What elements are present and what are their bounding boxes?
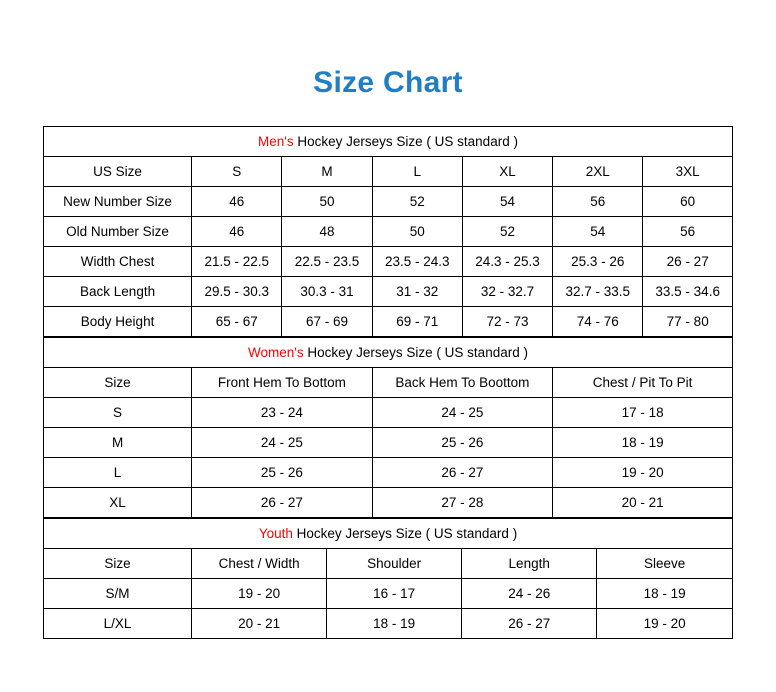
mens-header-rest: Hockey Jerseys Size ( US standard ) xyxy=(293,134,518,149)
page-title: Size Chart xyxy=(313,66,463,99)
mens-row-4-label: Body Height xyxy=(44,307,192,337)
womens-row-1-val-2: 18 - 19 xyxy=(553,428,733,458)
womens-col-2: Back Hem To Boottom xyxy=(372,368,553,398)
mens-row-3-val-0: 29.5 - 30.3 xyxy=(192,277,282,307)
mens-row-2-val-3: 24.3 - 25.3 xyxy=(462,247,552,277)
womens-row-1-val-1: 25 - 26 xyxy=(372,428,553,458)
table-row xyxy=(44,458,733,488)
mens-size-table xyxy=(43,126,733,337)
mens-row-1-val-2: 50 xyxy=(372,217,462,247)
mens-column-headers xyxy=(44,157,733,187)
mens-row-3-val-3: 32 - 32.7 xyxy=(462,277,552,307)
mens-row-0-val-5: 60 xyxy=(643,187,733,217)
youth-row-0-label: S/M xyxy=(44,579,192,609)
mens-row-2-val-0: 21.5 - 22.5 xyxy=(192,247,282,277)
table-row xyxy=(44,398,733,428)
mens-col-5: 2XL xyxy=(553,157,643,187)
mens-row-2-label: Width Chest xyxy=(44,247,192,277)
mens-header-cell xyxy=(44,127,733,157)
womens-col-0: Size xyxy=(44,368,192,398)
youth-row-0-val-3: 18 - 19 xyxy=(597,579,733,609)
womens-size-table xyxy=(43,337,733,518)
womens-row-0-val-1: 24 - 25 xyxy=(372,398,553,428)
mens-row-1-val-3: 52 xyxy=(462,217,552,247)
youth-row-1-val-2: 26 - 27 xyxy=(462,609,597,639)
table-row xyxy=(44,488,733,518)
mens-row-1-label: Old Number Size xyxy=(44,217,192,247)
youth-col-0: Size xyxy=(44,549,192,579)
mens-row-0-val-4: 56 xyxy=(553,187,643,217)
mens-row-4-val-2: 69 - 71 xyxy=(372,307,462,337)
youth-header-accent: Youth xyxy=(258,526,293,541)
youth-row-0-val-0: 19 - 20 xyxy=(192,579,327,609)
womens-row-1-val-0: 24 - 25 xyxy=(192,428,373,458)
mens-row-3-val-2: 31 - 32 xyxy=(372,277,462,307)
mens-row-2-val-4: 25.3 - 26 xyxy=(553,247,643,277)
mens-col-3: L xyxy=(372,157,462,187)
mens-col-6: 3XL xyxy=(643,157,733,187)
youth-col-2: Shoulder xyxy=(327,549,462,579)
table-row xyxy=(44,217,733,247)
youth-section-header xyxy=(44,519,733,549)
womens-row-2-label: L xyxy=(44,458,192,488)
youth-row-1-val-1: 18 - 19 xyxy=(327,609,462,639)
youth-row-1-label: L/XL xyxy=(44,609,192,639)
youth-header-rest: Hockey Jerseys Size ( US standard ) xyxy=(292,526,518,541)
womens-row-1-label: M xyxy=(44,428,192,458)
womens-col-3: Chest / Pit To Pit xyxy=(553,368,733,398)
womens-column-headers xyxy=(44,368,733,398)
youth-row-0-val-2: 24 - 26 xyxy=(462,579,597,609)
womens-header-rest: Hockey Jerseys Size ( US standard ) xyxy=(303,345,528,360)
mens-col-2: M xyxy=(282,157,372,187)
mens-row-4-val-5: 77 - 80 xyxy=(643,307,733,337)
youth-col-1: Chest / Width xyxy=(192,549,327,579)
womens-col-1: Front Hem To Bottom xyxy=(192,368,373,398)
womens-header-cell xyxy=(44,338,733,368)
mens-row-0-val-2: 52 xyxy=(372,187,462,217)
table-row xyxy=(44,277,733,307)
womens-row-3-label: XL xyxy=(44,488,192,518)
mens-row-1-val-0: 46 xyxy=(192,217,282,247)
mens-row-2-val-5: 26 - 27 xyxy=(643,247,733,277)
table-row xyxy=(44,579,733,609)
mens-row-0-val-0: 46 xyxy=(192,187,282,217)
mens-row-1-val-5: 56 xyxy=(643,217,733,247)
mens-row-4-val-0: 65 - 67 xyxy=(192,307,282,337)
womens-row-0-val-0: 23 - 24 xyxy=(192,398,373,428)
womens-row-3-val-0: 26 - 27 xyxy=(192,488,373,518)
womens-row-0-label: S xyxy=(44,398,192,428)
mens-row-2-val-2: 23.5 - 24.3 xyxy=(372,247,462,277)
table-row xyxy=(44,428,733,458)
youth-col-3: Length xyxy=(462,549,597,579)
youth-column-headers xyxy=(44,549,733,579)
mens-row-3-val-1: 30.3 - 31 xyxy=(282,277,372,307)
table-row xyxy=(44,247,733,277)
table-row xyxy=(44,187,733,217)
youth-col-4: Sleeve xyxy=(597,549,733,579)
youth-row-1-val-3: 19 - 20 xyxy=(597,609,733,639)
mens-row-3-val-4: 32.7 - 33.5 xyxy=(553,277,643,307)
mens-header-accent: Men's xyxy=(258,134,294,149)
mens-col-0: US Size xyxy=(44,157,192,187)
womens-row-0-val-2: 17 - 18 xyxy=(553,398,733,428)
mens-row-3-label: Back Length xyxy=(44,277,192,307)
mens-row-4-val-4: 74 - 76 xyxy=(553,307,643,337)
youth-row-1-val-0: 20 - 21 xyxy=(192,609,327,639)
womens-row-3-val-2: 20 - 21 xyxy=(553,488,733,518)
mens-row-4-val-3: 72 - 73 xyxy=(462,307,552,337)
mens-row-1-val-1: 48 xyxy=(282,217,372,247)
mens-row-0-val-3: 54 xyxy=(462,187,552,217)
youth-row-0-val-1: 16 - 17 xyxy=(327,579,462,609)
size-chart-tables xyxy=(43,126,733,639)
mens-row-0-label: New Number Size xyxy=(44,187,192,217)
mens-section-header xyxy=(44,127,733,157)
womens-row-3-val-1: 27 - 28 xyxy=(372,488,553,518)
table-row xyxy=(44,609,733,639)
mens-row-2-val-1: 22.5 - 23.5 xyxy=(282,247,372,277)
mens-row-3-val-5: 33.5 - 34.6 xyxy=(643,277,733,307)
womens-row-2-val-2: 19 - 20 xyxy=(553,458,733,488)
womens-row-2-val-0: 25 - 26 xyxy=(192,458,373,488)
mens-col-4: XL xyxy=(462,157,552,187)
womens-header-accent: Women's xyxy=(248,345,304,360)
mens-row-4-val-1: 67 - 69 xyxy=(282,307,372,337)
youth-size-table xyxy=(43,518,733,639)
womens-section-header xyxy=(44,338,733,368)
womens-row-2-val-1: 26 - 27 xyxy=(372,458,553,488)
youth-header-cell xyxy=(44,519,733,549)
mens-col-1: S xyxy=(192,157,282,187)
table-row xyxy=(44,307,733,337)
mens-row-0-val-1: 50 xyxy=(282,187,372,217)
mens-row-1-val-4: 54 xyxy=(553,217,643,247)
